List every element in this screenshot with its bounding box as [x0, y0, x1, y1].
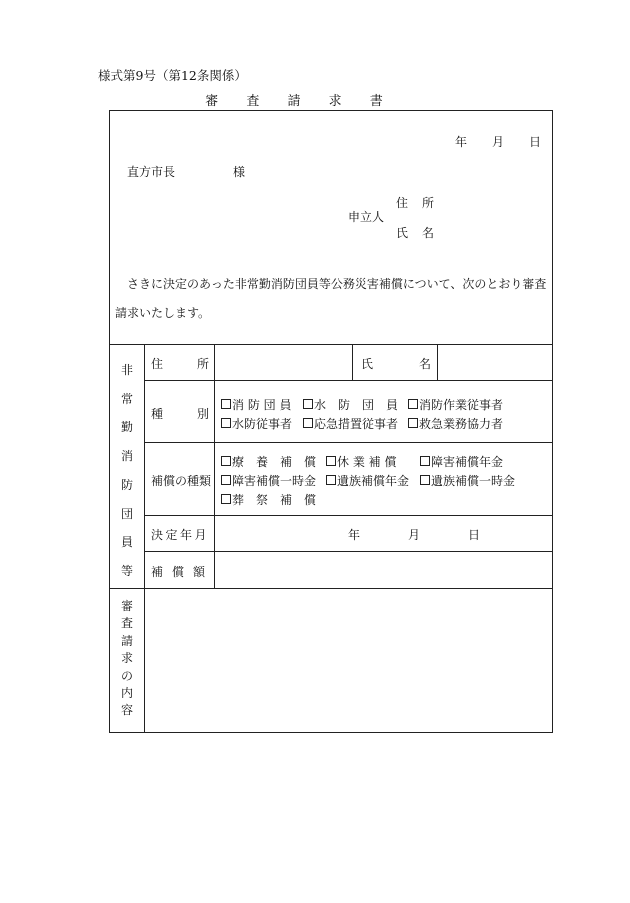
checkbox-icon[interactable] — [221, 399, 231, 409]
request-section-label: 審 査 請 求 の 内 容 — [120, 599, 133, 718]
comp-option-disability-pension[interactable]: 障害補償年金 — [420, 453, 503, 470]
checkbox-icon[interactable] — [420, 475, 430, 485]
comp-option-survivor-pension[interactable]: 遺族補償年金 — [326, 472, 409, 489]
member-type-label: 種 別 — [151, 407, 209, 421]
addressee: 直方市長 様 — [127, 165, 246, 179]
type-option-flood-worker[interactable]: 水防従事者 — [221, 415, 292, 432]
rule-after-date — [144, 551, 553, 552]
checkbox-icon[interactable] — [221, 456, 231, 466]
decision-date-value: 年 月 日 — [348, 528, 481, 542]
type-option-emergency-worker[interactable]: 応急措置従事者 — [303, 415, 398, 432]
checkbox-icon[interactable] — [408, 418, 418, 428]
applicant-address-label: 住所 — [396, 196, 449, 210]
comp-option-leave[interactable]: 休 業 補 償 — [326, 453, 396, 470]
checkbox-icon[interactable] — [221, 418, 231, 428]
rule-after-compensation — [144, 515, 553, 516]
request-date: 年 月 日 — [455, 135, 542, 149]
member-section-label: 非 常 勤 消 防 団 員 等 — [120, 363, 133, 578]
checkbox-icon[interactable] — [326, 456, 336, 466]
rule-section-top — [109, 344, 553, 345]
checkbox-icon[interactable] — [221, 494, 231, 504]
rule-after-type — [144, 442, 553, 443]
checkbox-icon[interactable] — [420, 456, 430, 466]
member-name-label: 氏 名 — [361, 357, 431, 371]
type-option-flood-member[interactable]: 水 防 団 員 — [303, 396, 398, 413]
comp-option-survivor-lump[interactable]: 遺族補償一時金 — [420, 472, 515, 489]
request-statement: さきに決定のあった非常勤消防団員等公務災害補償について、次のとおり審査請求いたします。 — [115, 277, 547, 320]
comp-option-funeral[interactable]: 葬 祭 補 償 — [221, 491, 316, 508]
rule-label-column — [214, 344, 215, 588]
rule-name-value — [437, 344, 438, 380]
checkbox-icon[interactable] — [221, 475, 231, 485]
rule-side-column — [144, 344, 145, 733]
type-option-ambulance-cooperator[interactable]: 救急業務協力者 — [408, 415, 503, 432]
compensation-type-label: 補償の種類 — [151, 474, 212, 488]
checkbox-icon[interactable] — [303, 418, 313, 428]
rule-request-top — [109, 588, 553, 589]
comp-option-disability-lump[interactable]: 障害補償一時金 — [221, 472, 316, 489]
checkbox-icon[interactable] — [326, 475, 336, 485]
page-title: 審 査 請 求 書 — [205, 94, 395, 109]
amount-label: 補償額 — [151, 565, 215, 579]
decision-date-label: 決定年月 — [151, 528, 210, 542]
checkbox-icon[interactable] — [408, 399, 418, 409]
form-number: 様式第9号（第12条関係） — [98, 68, 247, 83]
comp-option-medical[interactable]: 療 養 補 償 — [221, 453, 316, 470]
rule-name-start — [352, 344, 353, 380]
rule-after-address — [144, 380, 553, 381]
type-option-fire-worker[interactable]: 消防作業従事者 — [408, 396, 503, 413]
applicant-name-label: 氏名 — [396, 226, 449, 240]
type-option-fire-member[interactable]: 消 防 団 員 — [221, 396, 291, 413]
member-address-label: 住 所 — [151, 357, 209, 371]
applicant-role-label: 申立人 — [348, 210, 385, 224]
checkbox-icon[interactable] — [303, 399, 313, 409]
